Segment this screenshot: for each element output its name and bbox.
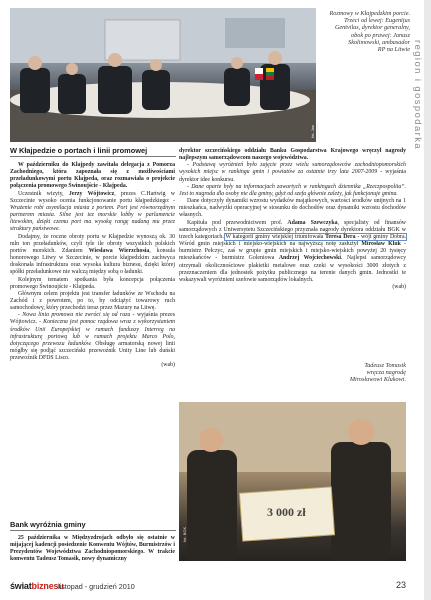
magazine-logo bbox=[10, 581, 64, 591]
highlighted-sentence bbox=[225, 234, 406, 240]
meeting-photo bbox=[10, 8, 320, 142]
bottom-photo-caption bbox=[346, 362, 406, 384]
text-run: Dodajmy, że roczne obroty portu w Kłajpedzie wynoszą ok. 30 mln ton przeładunków, czyli tyle ile obroty wszystkich polskich portów morskich. Zdaniem bbox=[10, 233, 175, 254]
caption-line: Gentvilas, dyrektor generalny, bbox=[334, 24, 410, 32]
page-footer bbox=[10, 580, 406, 594]
caption-line: Tadeusz Tomasik bbox=[364, 362, 406, 369]
article2-body-start bbox=[10, 535, 175, 575]
article1-body bbox=[10, 162, 175, 517]
article2-paragraph: Dane dotyczyły dynamiki wzrostu wydatków majątkowych, wartości środków unijnych na 1 mieszkańca, nadwyżki operacyjnej w stosunku do dochodów oraz dynamiki wzrostu dochodów własnych. bbox=[179, 198, 406, 219]
meeting-photo-illustration bbox=[10, 8, 316, 142]
article2-paragraph bbox=[179, 220, 406, 284]
article1-paragraph bbox=[10, 191, 175, 234]
text-run: Obsługę armatorską nowej linii mógłby się podjąć szczeciński przewoźnik Unity Line lub duński przewoźnik DFDS Lisco. bbox=[10, 340, 175, 362]
article1-paragraph: Kolejnym tematem spotkania była koncepcja połączenia promowego Świnoujście - Kłajpeda. bbox=[10, 276, 175, 290]
quote: Konieczna jest pomoc rządowa wraz z wykorzystaniem środków Unii Europejskiej w ramach funduszy Interreg na infrastrukturę portową lub w ramach projektu Marco Polo, dotyczącego przewozu ładunków. bbox=[10, 319, 176, 347]
article2-paragraph: dyrektor szczecińskiego oddziału Banku Gospodarstwa Krajowego wręczył nagrody najlepszym samorządowcom naszego województwa. bbox=[179, 148, 406, 162]
caption-line: RP na Litwie bbox=[377, 46, 410, 54]
person-name: Wiesława Wierzchosia bbox=[88, 247, 150, 254]
person-name: Andrzej Wojciechowski bbox=[278, 255, 341, 262]
article2-body-continued bbox=[179, 148, 406, 390]
text-run: - bbox=[18, 312, 23, 319]
section-label-vertical bbox=[411, 40, 425, 215]
text-run: - bbox=[187, 162, 193, 169]
section-label-text: region i gospodarka bbox=[412, 40, 423, 151]
text-run: , prezes C.Hartwig w Szczecinie wysoko ocenia funkcjonowanie portu kłajpedzkiego: - bbox=[10, 190, 176, 204]
text-run: Wśród gmin miejskich i miejsko-wiejskich na najwyższą notę zasłużył bbox=[179, 241, 362, 248]
quote: Wrażenie robi asymilacja miasta z portem. Port jest równorzędnym partnerem miasta. Silne jest tez morskie lobby w parlamencie litewskim, dzięki czemu port ma wysoką rangę nadaną mu przez struktury państwowe. bbox=[10, 204, 175, 233]
issue-date: listopad - grudzień 2010 bbox=[58, 582, 135, 591]
person-name: Teresa Dera bbox=[325, 233, 356, 240]
person-name: Jerzy Wójtowicz bbox=[68, 190, 115, 197]
article2-paragraph: - Dane oparte były na informacjach zawartych w rankingach dziennika „Rzeczpospolita”. Jest to nagroda dla osoby nie dla gminy, gdyż od szefa głównie zależy, jak funkcjonuje gmina. bbox=[179, 183, 406, 197]
text-run: W kategorii gminy wiejskiej triumfowała bbox=[225, 233, 326, 240]
page-edge-strip bbox=[424, 0, 431, 600]
text-run: . Najlepsi samorządowcy otrzymali okolicznościowe plakietki metalowe oraz czeki w wysokości 3000 złotych z przeznaczeniem dla jednostek pożytku publicznego na terenie danych gmin. Jednostki te wskazywali wyróżnieni szefowie samorządów lokalnych. bbox=[179, 255, 406, 283]
article1-lead: W październiku do Kłajpedy zawitała delegacja z Pomorza Zachodniego, która zapoznała się z możliwościami przeładunkowymi portu Kłajpeda, oraz rozmawiała o projekcie połączenia promowego Świnoujście - Kłajpeda. bbox=[10, 162, 175, 190]
text-run: - wyjaśnia dyrektor idee konkursu. bbox=[179, 169, 406, 183]
article2-byline: (wab) bbox=[392, 283, 406, 290]
text-run: 25 października w Międzyzdrojach odbyło się bbox=[18, 535, 148, 541]
article2-lead bbox=[10, 535, 175, 564]
text-run: , konsula honorowego Litwy w Szczecinie, w porcie kłajpedzkim zachwyca doskonała infrastruktura oraz wysoka kultura biznesu, dzięki której spółki przeładunkowe nie walczą między sobą o ładunki. bbox=[10, 247, 175, 276]
article1-paragraph: Głównym celem projektu jest transfer ładunków ze Wschodu na Zachód i z powrotem, po to, by odciążyć towarowy ruch samochodowy, który przechodzi teraz przez Mazury na Litwę. bbox=[10, 290, 175, 312]
logo-part: świat bbox=[10, 581, 32, 591]
article2-paragraph bbox=[179, 162, 406, 183]
article1-heading: W Kłajpedzie o portach i linii promowej bbox=[10, 146, 176, 157]
quote: Podstawą wyróżnień było zajęcie przez wielu samorządowców zachodniopomorskich wysokich miejsc w rankingu gmin i powiatów za ostatnie trzy lata 2007-2009 bbox=[179, 162, 406, 176]
photo-credit: fot. BGK bbox=[182, 526, 187, 542]
text-run: ostatnie w mijającej kadencji posiedzenie Konwentu Wójtów, Burmistrzów i Prezydentów Województwa Zachodniopomorskiego. W trakcie konwentu Tadeusz Tomasik, nowy dynamiczny bbox=[10, 535, 175, 563]
caption-line: Trzeci od lewej: Eugenijus bbox=[344, 17, 410, 25]
text-run: Kapituła pod przewodnictwem prof. bbox=[187, 219, 288, 226]
top-photo-caption bbox=[320, 10, 410, 53]
page-number: 23 bbox=[395, 580, 406, 590]
caption-line: Mirosławowi Klukowi. bbox=[349, 376, 406, 384]
article2-heading: Bank wyróżnia gminy bbox=[10, 520, 176, 531]
person-name: Mirosław Kluk bbox=[361, 241, 401, 248]
award-photo bbox=[179, 402, 406, 561]
text-run: Uczestnik wizyty, bbox=[18, 190, 69, 197]
article1-paragraph bbox=[10, 312, 175, 362]
person-name: Adama Szewczyka bbox=[287, 219, 338, 226]
photo-credit: fot. Jan Kowalski bbox=[310, 122, 320, 138]
check-amount: 3 000 zł bbox=[267, 505, 306, 519]
caption-line: Rozmowy w Kłajpedzkim porcie. bbox=[329, 10, 410, 17]
award-photo-illustration bbox=[179, 402, 406, 561]
text-run: - wójt gminy Dobra. bbox=[355, 233, 407, 240]
text-run: - burmistrz Pełczyc, zaś w grupie gmin miejskich i miejsko-wiejskich powyżej 20 tysięcy mieszkańców - burmistrz Goleniowa bbox=[179, 241, 406, 262]
caption-line: obok po prawej: Janusz bbox=[351, 31, 410, 39]
article1-byline: (wab) bbox=[161, 362, 175, 369]
text-run: , specjalisty od finansów samorządowych z Uniwersytetu Szczecińskiego przyznała nagrody dyrektora oddziału BGK w trzech kategoriach. bbox=[179, 219, 406, 240]
quote: Nowa linia promowa nie zwróci się od razu bbox=[22, 312, 131, 319]
text-run: - wyjaśnia prezes Wójtowicz. - bbox=[10, 312, 175, 326]
logo-part: biznesu bbox=[31, 581, 64, 591]
caption-line: wręcza nagrodę bbox=[366, 369, 406, 377]
caption-line: Skolimowski, ambasador bbox=[348, 38, 410, 46]
article1-paragraph bbox=[10, 234, 175, 277]
